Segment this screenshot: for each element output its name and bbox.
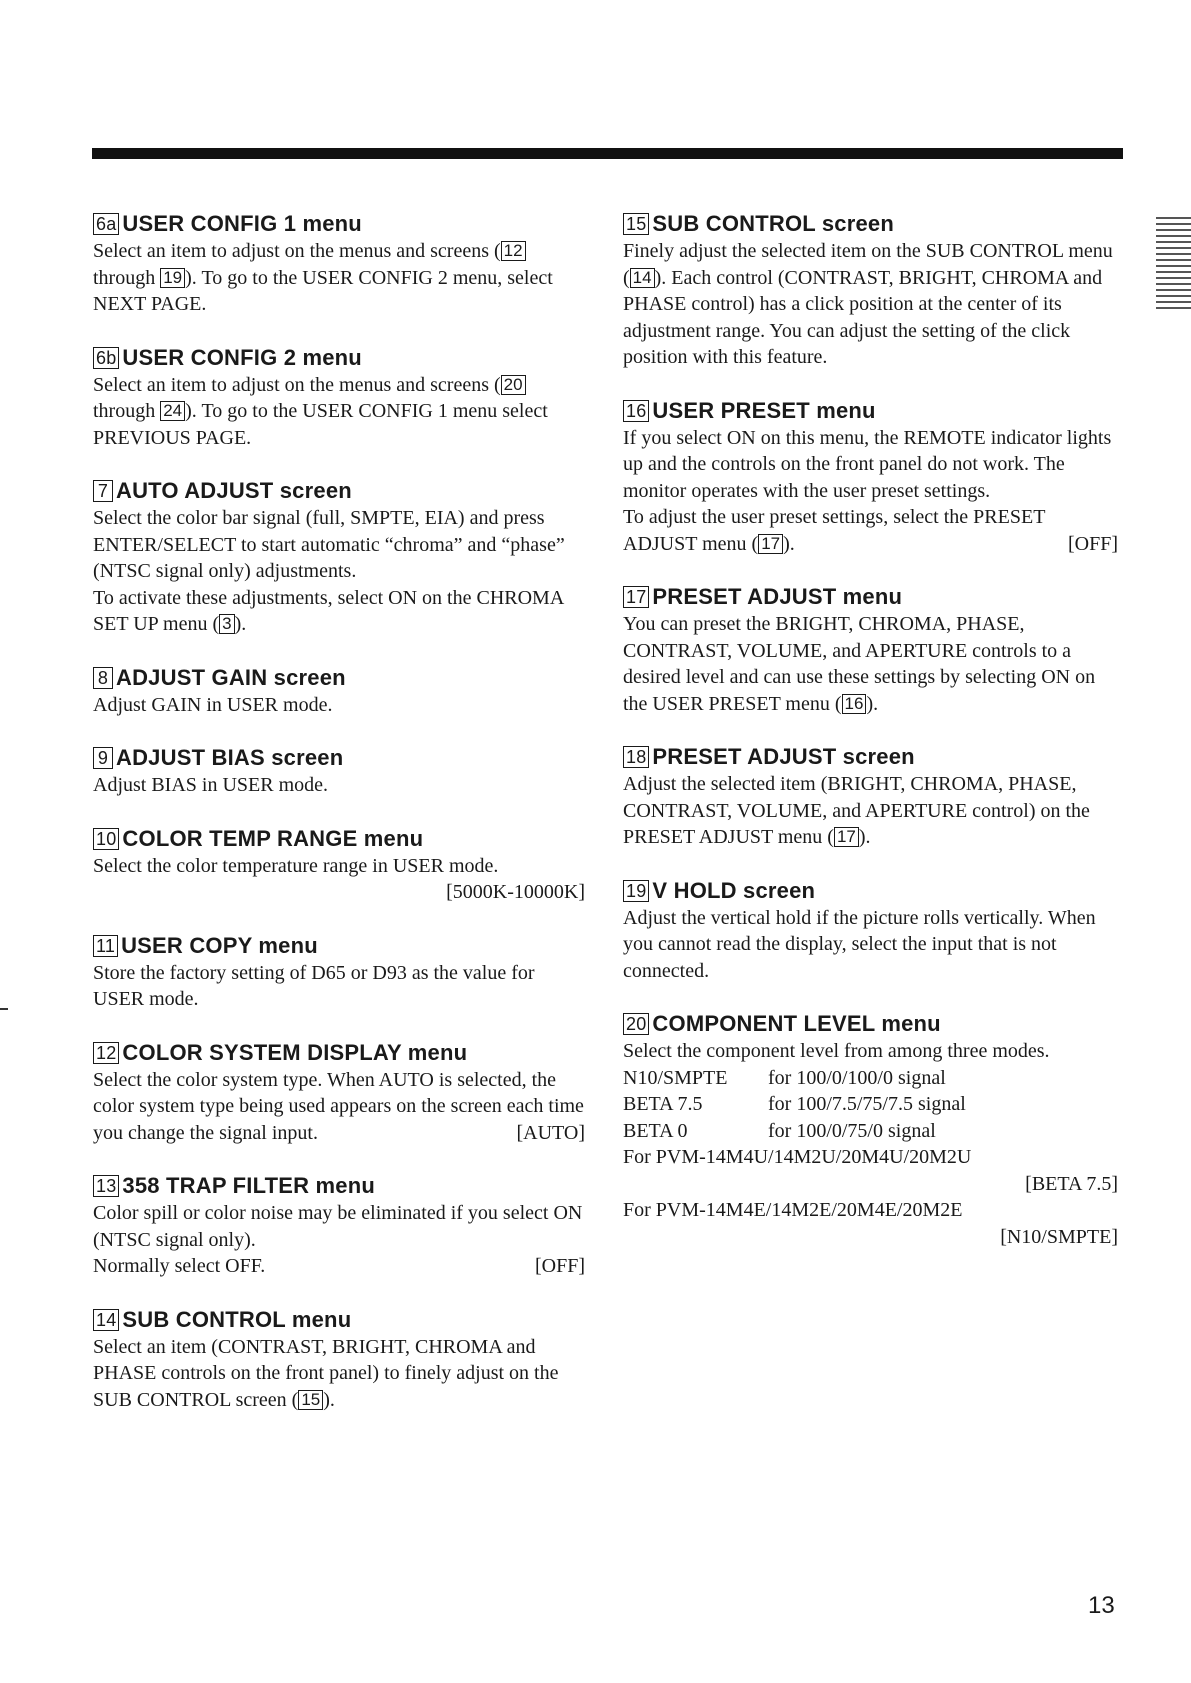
body-paragraph: Adjust GAIN in USER mode.	[93, 693, 333, 716]
level-row	[623, 1091, 1118, 1118]
section-body	[93, 238, 585, 318]
cross-reference-badge: 14	[630, 268, 655, 288]
section-body	[623, 905, 1118, 985]
body-paragraph: Normally select OFF. [OFF]	[93, 1253, 585, 1280]
body-paragraph: Select an item to adjust on the menus and screens ( 20 through 24 ). To go to the USER CONFIG 1 menu select PREVIOUS PAGE.	[93, 373, 548, 449]
section-number-badge: 7	[93, 480, 113, 502]
section-heading	[93, 665, 585, 691]
body-paragraph: Adjust the selected item (BRIGHT, CHROMA, PHASE, CONTRAST, VOLUME, and APERTURE control) on the PRESET ADJUST menu ( 17 ).	[623, 773, 1090, 848]
section-body	[93, 1067, 585, 1147]
body-paragraph: Select the color system type. When AUTO is selected, the color system type being used appears on the screen each time you change the signal input. [AUTO]	[93, 1067, 585, 1147]
section-heading	[623, 744, 1118, 770]
section-number-badge: 9	[93, 747, 113, 769]
menu-section	[93, 826, 585, 906]
margin-mark	[0, 1008, 8, 1010]
level-row	[623, 1065, 1118, 1092]
body-paragraph: You can preset the BRIGHT, CHROMA, PHASE, CONTRAST, VOLUME, and APERTURE controls to a desired level and can use these settings by selecting ON on the USER PRESET menu ( 16 ).	[623, 613, 1096, 715]
section-number-badge: 16	[623, 400, 649, 422]
cross-reference-badge: 12	[501, 241, 526, 261]
section-heading	[623, 398, 1118, 424]
cross-reference-badge: 3	[219, 614, 234, 634]
level-mode: BETA 0	[623, 1119, 688, 1142]
right-column	[623, 211, 1118, 1277]
default-value: [OFF]	[534, 1255, 585, 1277]
section-body	[93, 692, 585, 719]
cross-reference-badge: 15	[298, 1390, 323, 1410]
menu-section	[93, 211, 585, 318]
section-title: USER CONFIG 1 menu	[122, 211, 362, 236]
cross-reference-badge: 16	[842, 694, 867, 714]
section-title: COLOR SYSTEM DISPLAY menu	[122, 1039, 468, 1065]
section-title: PRESET ADJUST screen	[652, 744, 915, 769]
section-number-badge: 14	[93, 1309, 119, 1331]
default-value: [AUTO]	[516, 1121, 585, 1144]
body-paragraph: Adjust the vertical hold if the picture rolls vertically. When you cannot read the display, select the input that is not connected.	[623, 906, 1096, 982]
menu-section	[93, 665, 585, 719]
menu-section	[93, 745, 585, 799]
left-column	[93, 211, 585, 1440]
section-body	[623, 425, 1118, 558]
section-number-badge: 11	[93, 935, 118, 957]
level-description: for 100/0/100/0 signal	[768, 1066, 946, 1089]
level-row	[623, 1118, 1118, 1145]
section-heading	[93, 1040, 585, 1066]
cross-reference-badge: 19	[160, 268, 185, 288]
menu-section	[93, 1040, 585, 1147]
menu-section	[623, 584, 1118, 717]
section-heading	[93, 826, 585, 852]
level-mode: BETA 7.5	[623, 1093, 703, 1115]
cross-reference-badge: 17	[834, 827, 859, 847]
section-title: USER CONFIG 2 menu	[122, 344, 362, 370]
section-title: SUB CONTROL screen	[652, 211, 895, 236]
body-paragraph: Color spill or color noise may be eliminated if you select ON (NTSC signal only).	[93, 1202, 583, 1251]
menu-section	[93, 1307, 585, 1414]
section-body	[93, 1200, 585, 1280]
model-label: For PVM-14M4E/14M2E/20M4E/20M2E	[623, 1199, 963, 1221]
section-title: USER COPY menu	[121, 932, 318, 958]
menu-section	[623, 878, 1118, 985]
menu-section	[623, 211, 1118, 371]
section-heading	[93, 1173, 585, 1199]
menu-section	[93, 933, 585, 1013]
thumb-index-tab	[1156, 217, 1191, 313]
default-value: [5000K-10000K]	[446, 881, 585, 903]
section-title: SUB CONTROL menu	[122, 1306, 352, 1332]
body-paragraph: Select an item (CONTRAST, BRIGHT, CHROMA and PHASE controls on the front panel) to finely adjust on the SUB CONTROL screen ( 15 ).	[93, 1335, 559, 1411]
menu-section	[623, 398, 1118, 558]
section-heading	[93, 745, 585, 771]
section-title: COLOR TEMP RANGE menu	[122, 825, 424, 851]
section-number-badge: 15	[623, 213, 649, 235]
section-body	[93, 960, 585, 1013]
menu-section	[93, 1173, 585, 1280]
section-body	[93, 505, 585, 638]
section-number-badge: 17	[623, 586, 649, 608]
section-body	[93, 1334, 585, 1414]
model-label: For PVM-14M4U/14M2U/20M4U/20M2U	[623, 1146, 972, 1168]
body-paragraph: Select an item to adjust on the menus and screens ( 12 through 19 ). To go to the USER CONFIG 2 menu, select NEXT PAGE.	[93, 240, 553, 315]
body-paragraph: Adjust BIAS in USER mode.	[93, 774, 329, 796]
section-body	[93, 772, 585, 799]
cross-reference-badge: 17	[758, 534, 783, 554]
default-value: [OFF]	[1067, 532, 1118, 555]
body-paragraph: Store the factory setting of D65 or D93 as the value for USER mode.	[93, 961, 535, 1010]
menu-section	[623, 1011, 1118, 1250]
body-paragraph: Select the color temperature range in USER mode.	[93, 854, 499, 877]
body-paragraph: To adjust the user preset settings, select the PRESET ADJUST menu ( 17 ). [OFF]	[623, 504, 1118, 557]
section-title: AUTO ADJUST screen	[116, 478, 352, 503]
section-heading	[623, 878, 1118, 904]
level-description: for 100/7.5/75/7.5 signal	[768, 1093, 966, 1115]
menu-section	[93, 478, 585, 638]
section-heading	[623, 584, 1118, 610]
section-body	[623, 771, 1118, 851]
menu-section	[93, 345, 585, 452]
cross-reference-badge: 20	[501, 375, 526, 395]
section-title: USER PRESET menu	[652, 397, 876, 423]
section-title: 358 TRAP FILTER menu	[122, 1173, 375, 1198]
section-title: COMPONENT LEVEL menu	[652, 1011, 941, 1036]
section-heading	[623, 211, 1118, 237]
section-heading	[93, 211, 585, 237]
level-mode: N10/SMPTE	[623, 1066, 728, 1089]
body-paragraph: If you select ON on this menu, the REMOTE indicator lights up and the controls on the front panel do not work. The monitor operates with the user preset settings.	[623, 426, 1112, 502]
default-value: [BETA 7.5]	[1025, 1172, 1118, 1195]
section-heading	[93, 345, 585, 371]
section-number-badge: 12	[93, 1042, 119, 1064]
section-body	[93, 853, 585, 906]
default-value: [N10/SMPTE]	[1000, 1225, 1118, 1248]
section-body	[623, 238, 1118, 371]
section-number-badge: 20	[623, 1013, 649, 1035]
header-rule	[92, 148, 1123, 159]
body-paragraph: Finely adjust the selected item on the SUB CONTROL menu ( 14 ). Each control (CONTRAST, BRIGHT, CHROMA and PHASE control) has a click position at the center of its adjustment range. You can adjust the setting of the click position with this feature.	[623, 240, 1113, 368]
section-number-badge: 10	[93, 828, 119, 850]
cross-reference-badge: 24	[160, 401, 185, 421]
section-title: ADJUST GAIN screen	[116, 664, 346, 690]
section-title: V HOLD screen	[652, 877, 816, 903]
section-body	[623, 1038, 1118, 1250]
section-title: PRESET ADJUST menu	[652, 584, 903, 609]
section-title: ADJUST BIAS screen	[116, 745, 344, 770]
body-paragraph: Select the component level from among three modes.	[623, 1040, 1050, 1062]
section-heading	[623, 1011, 1118, 1037]
body-paragraph: Select the color bar signal (full, SMPTE, EIA) and press ENTER/SELECT to start automatic “chroma” and “phase” (NTSC signal only) adjustments.	[93, 507, 565, 582]
section-number-badge: 19	[623, 880, 649, 902]
body-paragraph: To activate these adjustments, select ON on the CHROMA SET UP menu ( 3 ).	[93, 586, 564, 635]
section-number-badge: 13	[93, 1175, 119, 1197]
section-body	[93, 372, 585, 452]
section-heading	[93, 478, 585, 504]
menu-section	[623, 744, 1118, 851]
level-description: for 100/0/75/0 signal	[768, 1119, 936, 1142]
section-body	[623, 611, 1118, 717]
section-number-badge: 6a	[93, 213, 119, 235]
section-heading	[93, 1307, 585, 1333]
section-number-badge: 8	[93, 667, 113, 689]
section-number-badge: 18	[623, 746, 649, 768]
section-heading	[93, 933, 585, 959]
section-number-badge: 6b	[93, 347, 119, 369]
page-number: 13	[1088, 1592, 1115, 1619]
